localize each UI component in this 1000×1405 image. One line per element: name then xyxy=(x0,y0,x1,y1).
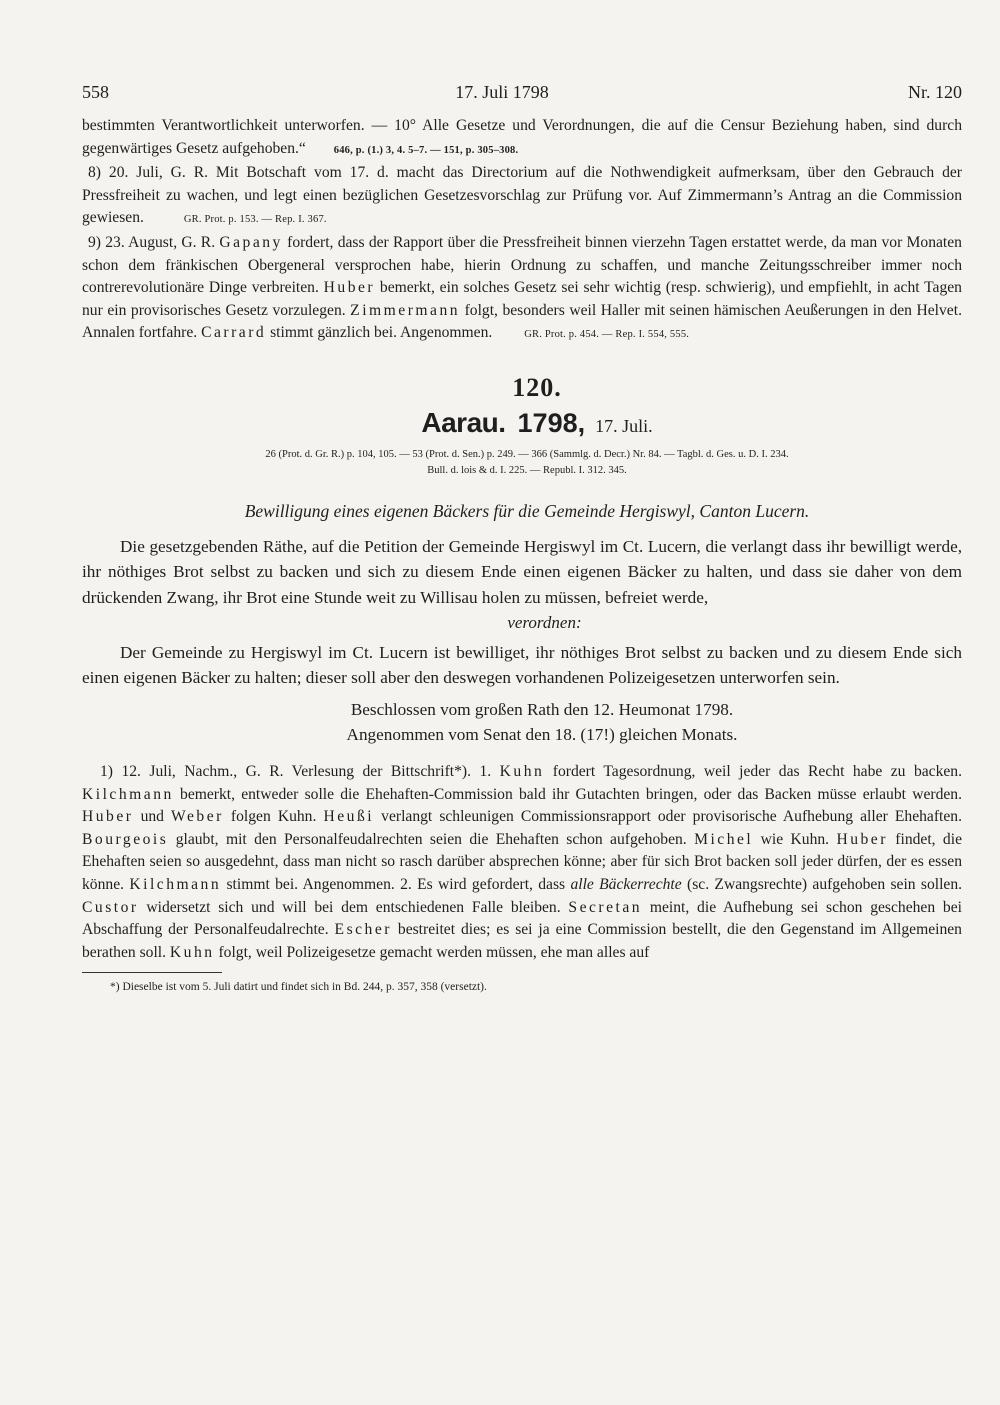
document-year: 1798, xyxy=(517,407,586,438)
person-name: Huber xyxy=(836,830,888,848)
person-name: Escher xyxy=(334,921,392,939)
person-name: Kuhn xyxy=(169,943,215,961)
person-name: Huber xyxy=(323,279,376,297)
person-name: Weber xyxy=(171,808,224,826)
footnote-divider xyxy=(82,972,222,973)
proceedings-notes xyxy=(82,761,962,964)
preamble: Die gesetzgebenden Räthe, auf die Petition der Gemeinde Hergiswyl im Ct. Lucern, die verlangt dass ihr bewilligt werde, ihr nöthiges Brot selbst zu backen und sich zu diesem Ende einen eigenen Bäcker zu halten, und dass sie daher von dem drückenden Zwang, ihr Brot eine Stunde weit zu Willisau holen zu müssen, befreiet werde, xyxy=(82,536,962,607)
document-body xyxy=(82,534,962,691)
note-9: 9) 23. August, G. R. Gapany fordert, dass der Rapport über die Pressfreiheit binnen vierzehn Tagen erstattet werde, da man vor Monaten schon dem fränkischen Obergeneral versprochen habe, hierin Ordnung zu schaffen, und manche Zeitungsschreiber immer noch contrerevolutionäre Dinge verbreiten. Huber bemerkt, ein solches Gesetz sei sehr wichtig (resp. schwierig), und empfiehlt, in acht Tagen nur ein provisorisches Gesetz vorzulegen. Zimmermann folgt, besonders weil Haller mit seinen hämischen Aeußerungen in den Helvet. Annalen fortfahre. Carrard stimmt gänzlich bei. Angenommen. GR. Prot. p. 454. — Rep. I. 554, 555. xyxy=(82,233,962,342)
closing-formula: Beschlossen vom großen Rath den 12. Heumonat 1798. Angenommen vom Senat den 18. (17!) gleichen Monats. xyxy=(346,699,738,744)
document-place: Aarau. xyxy=(421,406,506,438)
source-reference: GR. Prot. p. 454. — Rep. I. 554, 555. xyxy=(524,329,690,341)
person-name: Secretan xyxy=(568,898,643,916)
person-name: Kuhn xyxy=(499,762,545,780)
note-8: 8) 20. Juli, G. R. Mit Botschaft vom 17. d. macht das Directorium auf die Nothwendigkeit aufmerksam, über den Gebrauch der Pressfreiheit zu wachen, und legt einen bezüglichen Gesetzesvorschlag zur Prüfung vor. Auf Zimmermann’s Antrag an die Commission gewiesen. GR. Prot. p. 153. — Rep. I. 367. xyxy=(82,164,962,227)
person-name: Heußi xyxy=(323,808,375,826)
document-day: 17. Juli. xyxy=(595,415,653,436)
person-name: Huber xyxy=(82,808,134,826)
person-name: Bourgeois xyxy=(82,830,169,848)
document-subject: Bewilligung eines eigenen Bäckers für die Gemeinde Hergiswyl, Canton Lucern. xyxy=(244,500,810,521)
person-name: Kilchmann xyxy=(129,875,222,893)
italic-phrase: alle Bäckerrechte xyxy=(570,875,682,893)
header-date: 17. Juli 1798 xyxy=(455,82,549,102)
preceding-notes xyxy=(82,115,962,347)
header-doc-number: Nr. 120 xyxy=(908,82,962,102)
person-name: Carrard xyxy=(201,324,267,342)
source-reference: GR. Prot. p. 153. — Rep. I. 367. xyxy=(183,214,327,226)
person-name: Custor xyxy=(82,898,139,916)
note-continuation: bestimmten Verantwortlichkeit unterworfen. — 10° Alle Gesetze und Verordnungen, die auf die Censur Beziehung haben, sind durch gegenwärtiges Gesetz aufgehoben.“ 646, p. (1.) 3, 4. 5–7. — 151, p. 305–308. xyxy=(82,117,962,157)
person-name: Gapany xyxy=(219,233,283,251)
verordnen-heading: verordnen: xyxy=(507,613,582,633)
decree: Der Gemeinde zu Hergiswyl im Ct. Lucern ist bewilliget, ihr nöthiges Brot selbst zu backen und zu diesem Ende sich einen eigenen Bäcker zu halten; dieser soll aber den deswegen vorhandenen Polizeigesetzen unterworfen sein. xyxy=(82,642,962,688)
document-sources: 26 (Prot. d. Gr. R.) p. 104, 105. — 53 (Prot. d. Sen.) p. 249. — 366 (Sammlg. d. Decr.) Nr. 84. — Tagbl. d. Ges. u. D. I. 234. Bull. d. lois & d. I. 225. — Republ. I. 312. 345. xyxy=(265,448,789,476)
person-name: Michel xyxy=(694,830,754,848)
page-number: 558 xyxy=(82,82,109,102)
note-1: 1) 12. Juli, Nachm., G. R. Verlesung der Bittschrift*). 1. Kuhn fordert Tagesordnung, weil jeder das Recht habe zu backen. Kilchmann bemerkt, entweder solle die Ehehaften-Commission bald ihr Gutachten bringen, oder das Backen müsse erlaubt werden. Huber und Weber folgen Kuhn. Heußi verlangt schleunigen Commissionsrapport oder provisorische Aufhebung aller Ehehaften. Bourgeois glaubt, mit den Personalfeudalrechten seien die Ehehaften schon aufgehoben. Michel wie Kuhn. Huber findet, die Ehehaften seien so ausgedehnt, dass man nicht so rasch darüber absprechen könne; aber für sich Brot backen soll jeder dürfen, der es essen könne. Kilchmann stimmt bei. Angenommen. 2. Es wird gefordert, dass alle Bäckerrechte (sc. Zwangsrechte) aufgehoben sein sollen. Custor widersetzt sich und will bei dem entschiedenen Falle bleiben. Secretan meint, die Aufhebung sei schon geschehen bei Abschaffung der Personalfeudalrechte. Escher bestreitet dies; es sei ja eine Commission bestellt, die den Gegenstand im Allgemeinen berathen soll. Kuhn folgt, weil Polizeigesetze gemacht werden müssen, ehe man alles auf xyxy=(82,762,963,961)
footnote: *) Dieselbe ist vom 5. Juli datirt und findet sich in Bd. 244, p. 357, 358 (versetzt). xyxy=(110,981,487,994)
person-name: Zimmermann xyxy=(350,301,461,319)
document-number: 120. xyxy=(512,372,562,402)
running-header xyxy=(82,82,962,103)
person-name: Kilchmann xyxy=(82,785,174,803)
source-reference: 646, p. (1.) 3, 4. 5–7. — 151, p. 305–308. xyxy=(333,144,519,156)
document-heading xyxy=(112,407,962,439)
